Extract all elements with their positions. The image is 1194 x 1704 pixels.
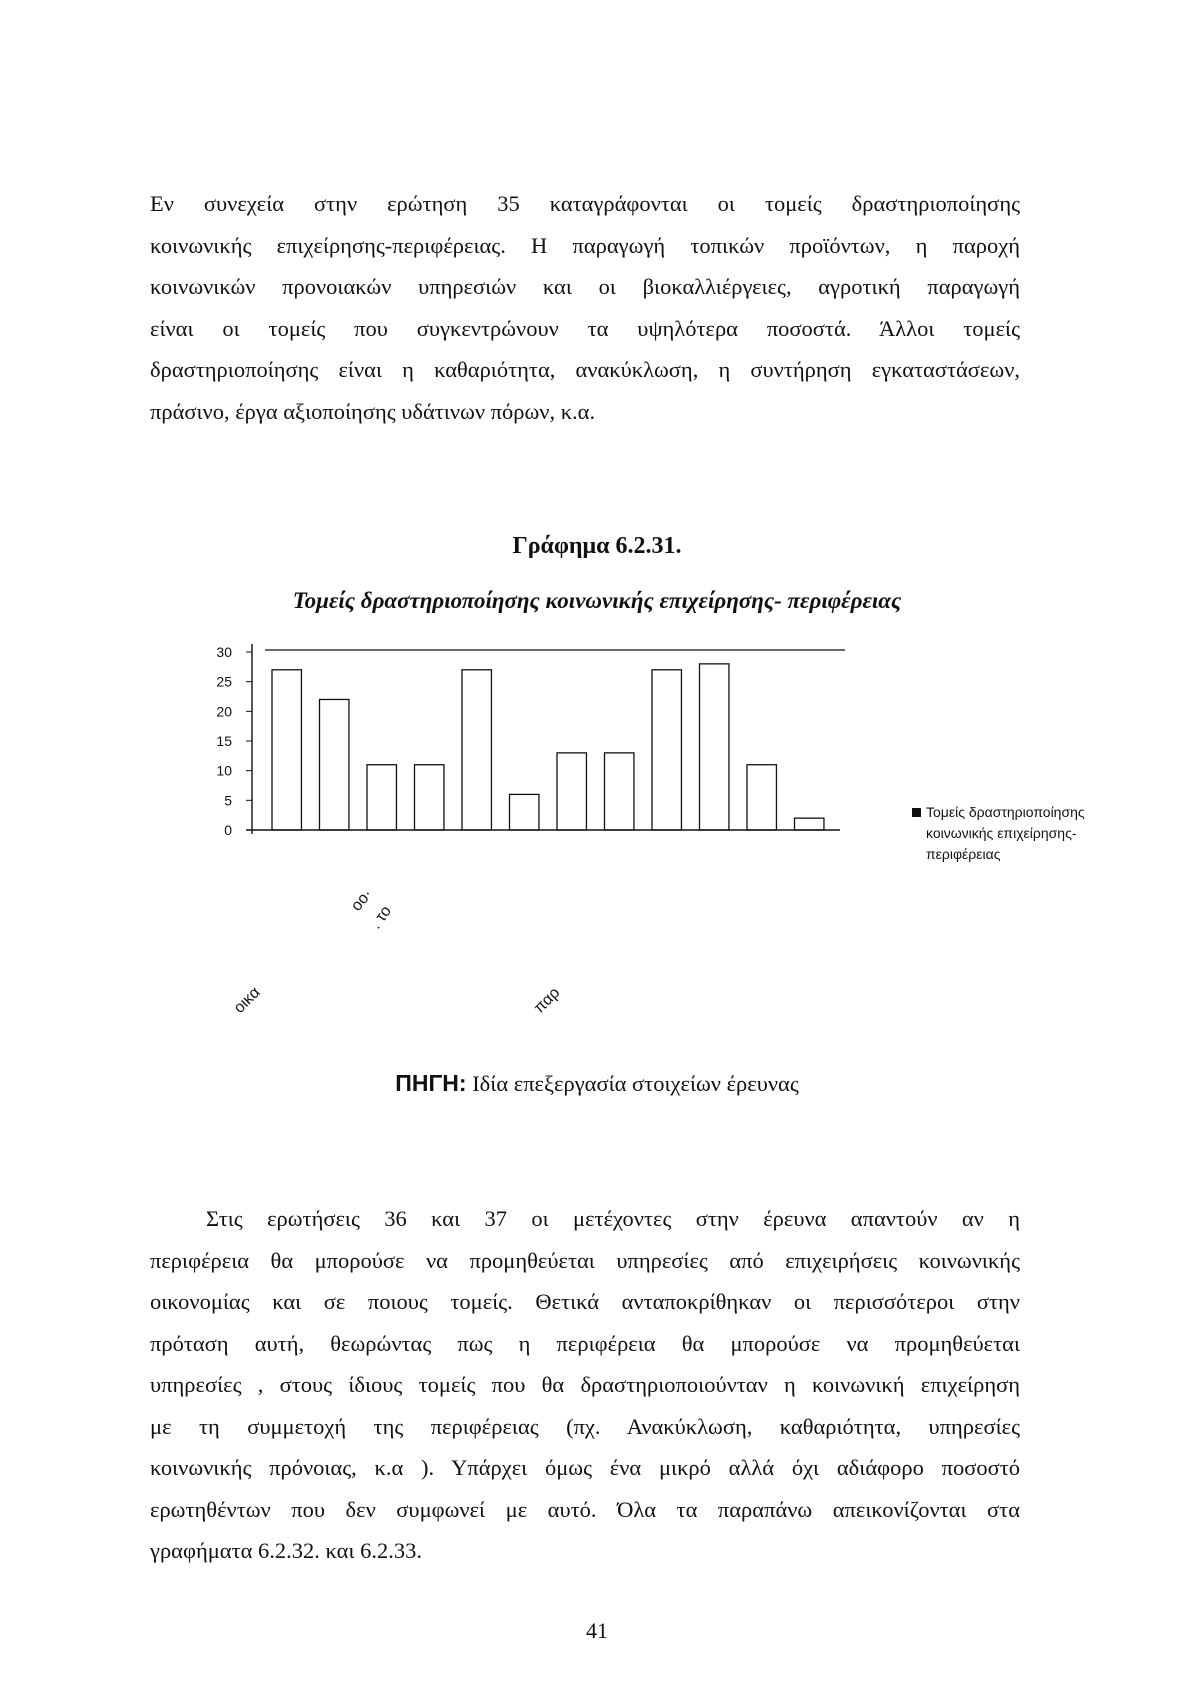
chart-legend <box>912 804 1085 862</box>
text-line: με τη συμμετοχή της περιφέρειας (πχ. Ανακύκλωση, καθαριότητα, υπηρεσίες <box>150 1413 1020 1439</box>
legend-swatch <box>912 808 921 817</box>
y-tick-label: 25 <box>216 673 232 690</box>
page-number: 41 <box>586 1618 608 1643</box>
text-line: γραφήματα 6.2.32. και 6.2.33. <box>150 1538 422 1563</box>
text-line: κοινωνικής πρόνοιας, κ.α ). Υπάρχει όμως ένα μικρό αλλά όχι αδιάφορο ποσοστό <box>150 1455 1020 1480</box>
text-line: είναι οι τομείς που συγκεντρώνουν τα υψηλότερα ποσοστά. Άλλοι τομείς <box>150 315 1020 341</box>
bar <box>320 699 349 830</box>
text-line: Εν συνεχεία στην ερώτηση 35 καταγράφονται οι τομείς δραστηριοποίησης <box>150 191 1020 216</box>
category-label-fragment: . το <box>367 902 395 933</box>
bar <box>795 818 824 830</box>
text-line: κοινωνικών προνοιακών υπηρεσιών και οι βιοκαλλιέργειες, αγροτική παραγωγή <box>150 274 1020 299</box>
category-label-fragments <box>231 886 564 1017</box>
text-line: Στις ερωτήσεις 36 και 37 οι μετέχοντες στην έρευνα απαντούν αν η <box>206 1206 1020 1231</box>
y-tick-label: 15 <box>216 733 232 749</box>
source-label: ΠΗΓΗ: <box>395 1070 467 1096</box>
bar <box>510 794 539 830</box>
text-line: κοινωνικής επιχείρησης-περιφέρειας. Η παραγωγή τοπικών προϊόντων, η παροχή <box>150 232 1020 258</box>
figure-number: Γράφημα 6.2.31. <box>512 533 682 559</box>
text-line: οικονομίας και σε ποιους τομείς. Θετικά ανταποκρίθηκαν οι περισσότεροι στην <box>150 1289 1020 1314</box>
y-tick-label: 5 <box>224 792 232 809</box>
legend-line: Τομείς δραστηριοποίησης <box>926 804 1085 820</box>
text-line: ερωτηθέντων που δεν συμφωνεί με αυτό. Όλα τα παραπάνω απεικονίζονται στα <box>150 1496 1020 1522</box>
y-tick-label: 30 <box>216 644 232 660</box>
legend-line: κοινωνικής επιχείρησης- <box>926 825 1077 841</box>
sector-bar-chart <box>200 630 1085 1050</box>
plot-area <box>216 644 845 838</box>
bar <box>367 765 396 830</box>
bar <box>272 670 301 830</box>
text-line: περιφέρεια θα μπορούσε να προμηθεύεται υπηρεσίες από επιχειρήσεις κοινωνικής <box>150 1247 1020 1273</box>
bar <box>557 753 586 830</box>
text-line: πρόταση αυτή, θεωρώντας πως η περιφέρεια θα μπορούσε να προμηθεύεται <box>150 1330 1020 1356</box>
intro-paragraph <box>150 183 1020 432</box>
category-label-fragment: οο· <box>348 885 376 915</box>
category-label-fragment: παρ <box>530 984 564 1017</box>
text-line: πράσινο, έργα αξιοποίησης υδάτινων πόρων, κ.α. <box>150 398 596 424</box>
y-tick-label: 0 <box>224 822 232 838</box>
bar <box>415 765 444 830</box>
legend-line: περιφέρειας <box>926 846 1001 862</box>
bar <box>652 670 681 830</box>
bar <box>605 753 634 830</box>
text-line: υπηρεσίες , στους ίδιους τομείς που θα δραστηριοποιούνταν η κοινωνική επιχείρηση <box>150 1372 1020 1397</box>
figure-caption: Τομείς δραστηριοποίησης κοινωνικής επιχείρησης- περιφέρειας <box>292 588 902 613</box>
y-tick-label: 20 <box>216 703 232 720</box>
source-text: Ιδία επεξεργασία στοιχείων έρευνας <box>466 1071 799 1096</box>
source-note <box>0 1070 1194 1097</box>
y-tick-label: 10 <box>216 762 232 779</box>
bar <box>700 664 729 830</box>
category-label-fragment: οικα <box>230 983 264 1017</box>
bar <box>747 765 776 830</box>
text-line: δραστηριοποίησης είναι η καθαριότητα, ανακύκλωση, η συντήρηση εγκαταστάσεων, <box>150 357 1020 382</box>
bar <box>462 670 491 830</box>
body-paragraph <box>150 1198 1020 1572</box>
